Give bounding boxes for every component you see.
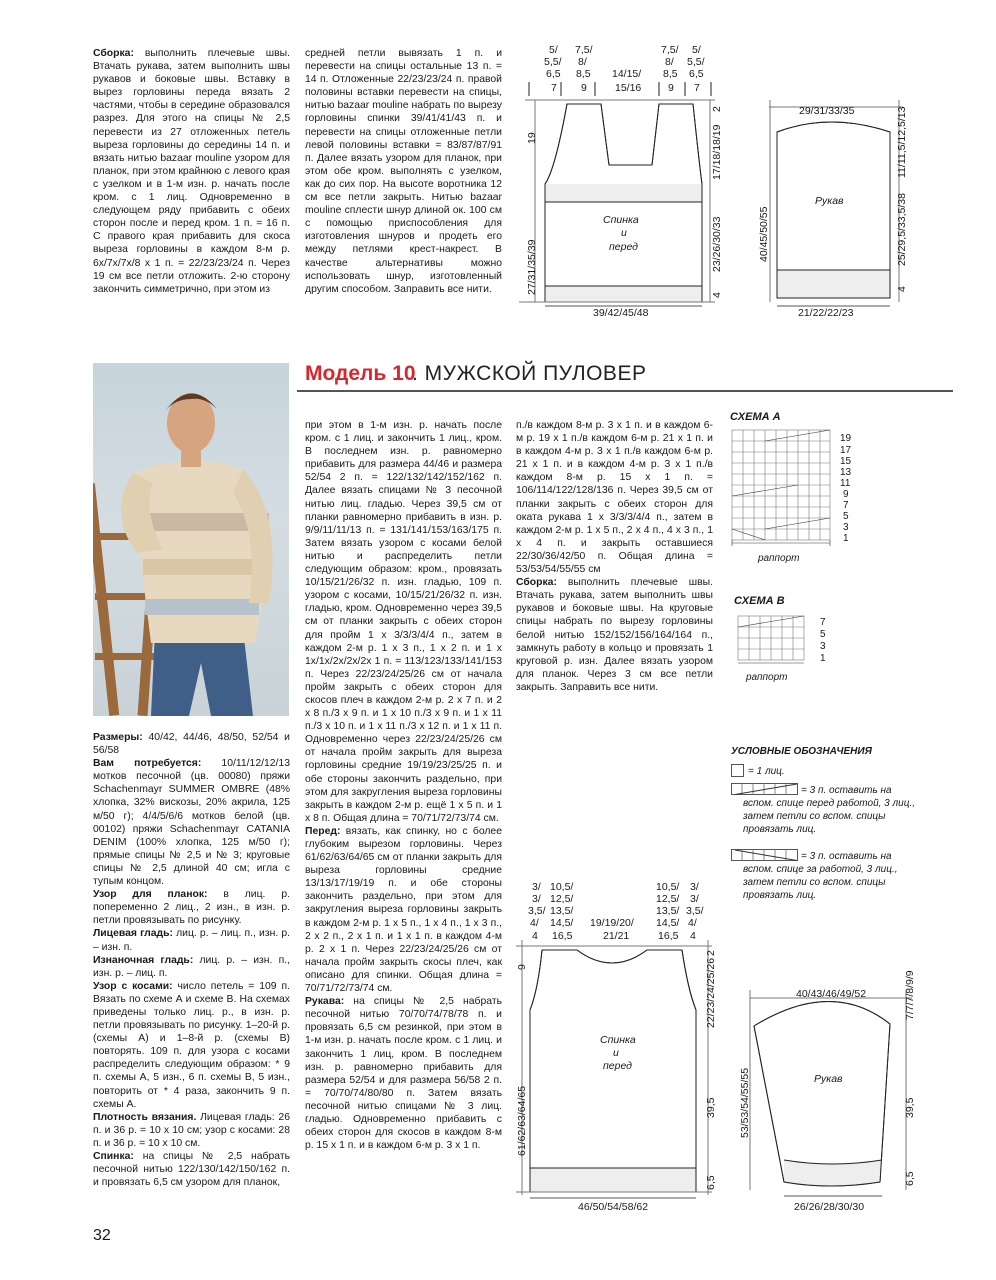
dimension-label: 27/31/35/39: [526, 239, 538, 295]
paragraph-gauge: Плотность вязания. Лицевая гладь: 26 п. и 36 р. = 10 х 10 см; узор с косами: 28 п. и 36 р. = 10 х 10 см.: [93, 1111, 290, 1149]
shoulder-label: 7,5/: [575, 44, 593, 56]
shoulder-label: 6,5: [546, 68, 561, 80]
shoulder-label: 5,5/: [687, 56, 705, 68]
row-number: 19: [840, 433, 852, 444]
row-number: 3: [820, 641, 826, 652]
row-number: 11: [840, 478, 851, 489]
paragraph-reverse: Изнаночная гладь: лиц. р. – изн. п., изн. р. – лиц. п.: [93, 954, 290, 979]
shoulder-label: 3/: [532, 893, 541, 905]
row-number: 5: [843, 511, 849, 522]
dimension-label: 53/53/54/55/55: [739, 1067, 751, 1138]
dimension-label: 2: [711, 106, 723, 112]
paragraph-back: Спинка: на спицы № 2,5 набрать песочной нитью 122/130/142/150/162 п. и провязать 6,5 см узором для планок,: [93, 1151, 290, 1189]
legend-cable-front: = 3 п. оставить на вспом. спице перед работой, 3 лиц., затем петли со вспом. спицы провязать лиц.: [743, 785, 916, 835]
prev-text-col2: [305, 47, 502, 296]
piece-label: и: [621, 227, 627, 239]
scheme-b-title: СХЕМА В: [734, 595, 785, 607]
dimension-label: 7/7/7/8/9/9: [904, 970, 916, 1020]
neck-label: 14/15/: [612, 68, 642, 80]
repeat-label: раппорт: [758, 553, 800, 564]
piece-label: Спинка: [600, 1034, 636, 1046]
row-number: 13: [840, 467, 852, 478]
shoulder-label: 4/: [530, 917, 539, 929]
dimension-label: 6,5: [904, 1171, 916, 1186]
shoulder-label: 8,5: [576, 68, 591, 80]
shoulder-label: 3/: [690, 893, 699, 905]
dimension-label: 39,5: [904, 1097, 916, 1118]
dimension-label: 2: [705, 950, 717, 956]
piece-label: перед: [609, 241, 638, 253]
row-number: 17: [840, 445, 852, 456]
shoulder-label: 14,5/: [656, 917, 680, 929]
page-number: 32: [93, 1227, 111, 1244]
model-number: Модель 10: [305, 362, 416, 385]
bottom-schematic: [512, 880, 922, 1215]
scheme-b: [730, 590, 840, 690]
legend-title: УСЛОВНЫЕ ОБОЗНАЧЕНИЯ: [731, 746, 872, 757]
dimension-label: 21/22/22/23: [798, 307, 854, 319]
dimension-label: 19: [526, 132, 538, 144]
neck-label: 15/16: [615, 82, 642, 94]
row-number: 7: [843, 500, 849, 511]
row-number: 1: [820, 653, 826, 664]
row-number: 3: [843, 522, 849, 533]
shoulder-label: 3,5/: [528, 905, 546, 917]
shoulder-label: 16,5: [552, 930, 573, 942]
piece-label: и: [613, 1047, 619, 1059]
shoulder-label: 14,5/: [550, 917, 574, 929]
shoulder-label: 3/: [690, 881, 699, 893]
paragraph-sleeves: Рукава: на спицы № 2,5 набрать песочной нитью 70/70/74/78/78 п. и провязать 6,5 см резинкой, при этом в 1-м изн. р. начать после кром. с 1 лиц. и закончить 1 лиц, кром. В последнем изн. р. равномерно прибавить для размера 52/54 и для размера 56/58 2 п. = 70/70/74/80/80 п. Затем вязать песочной нитью спицами № 3 лиц. гладью. Одновременно прибавить с обеих сторон для скосов в каждом 8-м р. 15 х 1 п. и в каждом 6-м р. 3 х 1 п.: [305, 996, 502, 1152]
neck-label: 21/21: [603, 930, 630, 942]
shoulder-label: 4: [690, 930, 696, 942]
shoulder-label: 3/: [532, 881, 541, 893]
shoulder-label: 13,5/: [550, 905, 574, 917]
dimension-label: 26/26/28/30/30: [794, 1201, 865, 1213]
text-col1: [93, 731, 290, 1189]
shoulder-label: 10,5/: [656, 881, 680, 893]
row-number: 9: [843, 489, 849, 500]
piece-label: перед: [603, 1060, 632, 1072]
model-photo: [93, 363, 289, 716]
shoulder-label: 7: [551, 82, 557, 94]
text-col3: [516, 419, 713, 694]
piece-label: Рукав: [814, 1073, 843, 1085]
dimension-label: 17/18/18/19: [711, 124, 723, 180]
row-number: 1: [843, 533, 849, 544]
shoulder-label: 5,5/: [544, 56, 562, 68]
dimension-label: 39/42/45/48: [593, 307, 649, 319]
shoulder-label: 5/: [549, 44, 558, 56]
shoulder-label: 8/: [665, 56, 674, 68]
repeat-label: раппорт: [746, 672, 788, 683]
legend-knit-symbol: [731, 764, 744, 777]
shoulder-label: 7: [694, 82, 700, 94]
shoulder-label: 4/: [688, 917, 697, 929]
dimension-label: 61/62/63/64/65: [516, 1085, 528, 1156]
shoulder-label: 13,5/: [656, 905, 680, 917]
paragraph-assembly: Сборка: выполнить плечевые швы. Втачать рукава, затем выполнить швы рукавов и боковые швы. На круговые спицы набрать по вырезу горловины белой нитью 152/152/156/164/164 п., замкнуть работу в кольцо и провязать 1 круговой р. изн. Далее вязать узором для планок. Через 3 см все петли закрыть. Заправить все нити.: [516, 577, 713, 693]
dimension-label: 9: [516, 964, 528, 970]
dimension-label: 11/11,5/12,5/13: [896, 106, 908, 178]
scheme-a: [726, 408, 866, 568]
top-schematic: [515, 40, 920, 320]
row-number: 5: [820, 629, 826, 640]
shoulder-label: 16,5: [658, 930, 679, 942]
shoulder-label: 9: [581, 82, 587, 94]
shoulder-label: 4: [532, 930, 538, 942]
paragraph-sleeves-cont: п./в каждом 8-м р. 3 х 1 п. и в каждом 6-м р. 19 х 1 п./в каждом 6-м р. 21 х 1 п. и в каждом 4-м р. 3 х 1 п./в каждом 6-м р. 21 х 1 п. и в каждом 4-м р. 3 х 1 п./в каждом 8-м р. 15 х 1 п. = 106/114/122/128/136 п. Через 39,5 см от планки закрыть с обеих сторон для оката рукава 1 х 3/3/3/4/4 п., затем в каждом 2-м р. 1 х 5 п., 2 х 4 п., 4 х 3 п., 1 х 4 п. и закрыть оставшиеся 22/30/36/42/50 п. Общая длина = 53/53/54/55/55 см: [516, 420, 713, 576]
scheme-a-title: СХЕМА А: [730, 411, 781, 423]
paragraph-front: Перед: вязать, как спинку, но с более глубоким вырезом горловины. Через 61/62/63/64/65 см от планки закрыть для выреза горловины средние 13/13/17/19/19 п. и обе стороны закончить раздельно, при этом для закругления выреза горловины закрыть в каждом 2-м р. 1 х 5 п., 1 х 4 п., 1 х 3 п., 2 х 2 п., 2 х 1 п. и 1 х 1 п. в каждом 4-м р. 2 х 1 п. Через 22/23/24/25/26 см от начала пройм закрыть скосы плеч, как описано для спинки. Общая длина = 70/71/72/73/74 см.: [305, 825, 502, 995]
shoulder-label: 5/: [692, 44, 701, 56]
text-col2: [305, 419, 502, 1152]
shoulder-label: 8/: [578, 56, 587, 68]
dimension-label: 4: [711, 292, 723, 298]
shoulder-label: 8,5: [663, 68, 678, 80]
dimension-label: 6,5: [705, 1175, 717, 1190]
neck-label: 19/19/20/: [590, 917, 634, 929]
dimension-label: 39,5: [705, 1097, 717, 1118]
prev-text-col1: [93, 47, 290, 296]
shoulder-label: 10,5/: [550, 881, 574, 893]
shoulder-label: 3,5/: [686, 905, 704, 917]
shoulder-label: 12,5/: [550, 893, 574, 905]
row-number: 7: [820, 617, 826, 628]
piece-label: Спинка: [603, 214, 639, 226]
row-number: 15: [840, 456, 852, 467]
dimension-label: 40/43/46/49/52: [796, 988, 867, 1000]
dimension-label: 23/26/30/33: [711, 216, 723, 272]
dimension-label: 25/29,5/33,5/38: [896, 193, 908, 266]
shoulder-label: 9: [668, 82, 674, 94]
dimension-label: 40/45/50/55: [758, 206, 770, 262]
shoulder-label: 6,5: [689, 68, 704, 80]
paragraph-materials: Вам потребуется: 10/11/12/12/13 мотков песочной (цв. 00080) пряжи Schachenmayr SUMMER OMBRE (48% хлопка, 32% вискозы, 20% акрила, 125 м/50 г); 4/4/5/6/6 мотков белой (цв. 00102) пряжи Schachenmayr CATANIA DENIM (100% хлопка, 125 м/50 г); прямые спицы № 2,5 и № 3; круговые спицы № 2,5 длиной 40 см; игла с тупым концом.: [93, 758, 290, 888]
paragraph-stockinette: Лицевая гладь: лиц. р. – лиц. п., изн. р. – изн. п.: [93, 928, 290, 953]
paragraph-back-cont: при этом в 1-м изн. р. начать после кром. с 1 лиц. и закончить 1 лиц., кром. В последнем изн. р. равномерно прибавить для размера 44/46 и размера 52/54 2 п. = 122/132/142/152/162 п. Далее вязать спицами № 3 песочной нитью лиц. гладью. Через 39,5 см от планки равномерно прибавить в изн. р. 9/9/11/11/13 п. = 131/141/153/163/175 п. Затем вязать узором с косами белой нитью и распределить петли следующим образом: кром., провязать 10/15/21/26/32 п. изн. гладью, 109 п. узором с косами, 10/15/21/26/32 п. изн. гладью, кром. Одновременно через 39,5 см от планки закрыть с обеих сторон для пройм 1 х 3/3/3/4/4 п., затем в каждом 2-м р. 1 х 3 п., 1 х 2 п. и 1 х 1х/1х/2х/2х/2х 1 п. = 113/123/133/141/153 п. Через 22/23/24/25/26 см от начала пройм закрыть с обеих сторон для скосов плеч в каждом 2-м р. 2 х 7 п. и 2 х 8 п./3 х 9 п. и 1 х 10 п./3 х 9 п. и 1 х 11 п./3 х 10 п. и 1 х 11 п./3 х 12 п. и 1 х 11 п. Одновременно через 22/23/24/25/26 см от начала пройм закрыть для выреза горловины средние 19/19/23/25/25 п. и обе стороны закончить раздельно, при этом для закругления выреза горловины закрыть в каждом 2-м р. ещё 1 х 5 п. и 1 х 8 п. Общая длина = 70/71/72/73/74 см.: [305, 420, 502, 824]
prev-paragraph: средней петли вывязать 1 п. и перевести на спицы остальные 13 п. = 14 п. Отложенные 22/23/23/24 п. правой половины вставки перевести на спицы, нитью bazaar mouline набрать по вырезу горловины спинки 39/41/41/43 п. и перевести на спицы отложенные петли левой половины вставки = 83/87/87/91 п. Далее вязать узором для планок, при этом обе кром. выполнять с узелком, как до сих пор. На высоте воротника 12 см все петли закрыть. Нитью bazaar mouline сплести шнур длиной ок. 100 см с помощью приспособления для изготовления шнуров и продеть его между петлями крест-накрест. В качестве альтернативы можно использовать шнур, изготовленный другим способом. Заправить все нити.: [305, 48, 502, 295]
paragraph-cables: Узор с косами: число петель = 109 п. Вязать по схеме А и схеме В. На схемах приведены только лиц. р., в изн. р. петли провязывать по рисунку. 1–20-й р. (схемы А) и 1–8-й р. (схемы В) повторять. 109 п. для узора с косами распределить следующим образом: * 9 п. схемы А, 5 изн., 6 п. схемы В, 5 изн., повторить от * 4 раза, закончить 9 п. схемы А.: [93, 980, 290, 1110]
paragraph-sizes: Размеры: 40/42, 44/46, 48/50, 52/54 и 56/58: [93, 732, 290, 757]
prev-paragraph: Сборка: выполнить плечевые швы. Втачать рукава, затем выполнить швы рукавов и боковые швы. Вставку в вырез горловины переда вязать 2 частями, чтобы в середине образовался разрез. Для этого на спицы № 2,5 перевести из 27 отложенных петель выреза горловины до середины 14 п. и вязать нитью bazaar mouline узором для планок, при этом крайнюю с левого края с узелком и в 1-м изн. р. начать после кром. с 1 лиц. Одновременно в следующем ряду прибавить с обеих сторон после и перед кром. 1 п. = 16 п. С правого края прибавить для скоса выреза горловины в каждом 8-м р. 6х/7х/7х/8 х 1 п. = 22/23/23/24 п. Через 19 см все петли отложить. 2-ю сторону закончить симметрично, при этом из: [93, 48, 290, 295]
dimension-label: 29/31/33/35: [799, 105, 855, 117]
paragraph-rib: Узор для планок: в лиц. р. попеременно 2 лиц., 2 изн., в изн. р. петли провязывать по рисунку.: [93, 889, 290, 927]
legend-knit: = 1 лиц.: [748, 766, 785, 777]
dimension-label: 4: [896, 286, 908, 292]
shoulder-label: 7,5/: [661, 44, 679, 56]
piece-label: Рукав: [815, 195, 844, 207]
dimension-label: 46/50/54/58/62: [578, 1201, 649, 1213]
legend-cable-back: = 3 п. оставить на вспом. спице за работой, 3 лиц., затем петли со вспом. спицы провязать лиц.: [743, 851, 898, 901]
dimension-label: 22/23/24/25/26: [705, 957, 717, 1028]
shoulder-label: 12,5/: [656, 893, 680, 905]
model-title: . МУЖСКОЙ ПУЛОВЕР: [412, 362, 647, 385]
